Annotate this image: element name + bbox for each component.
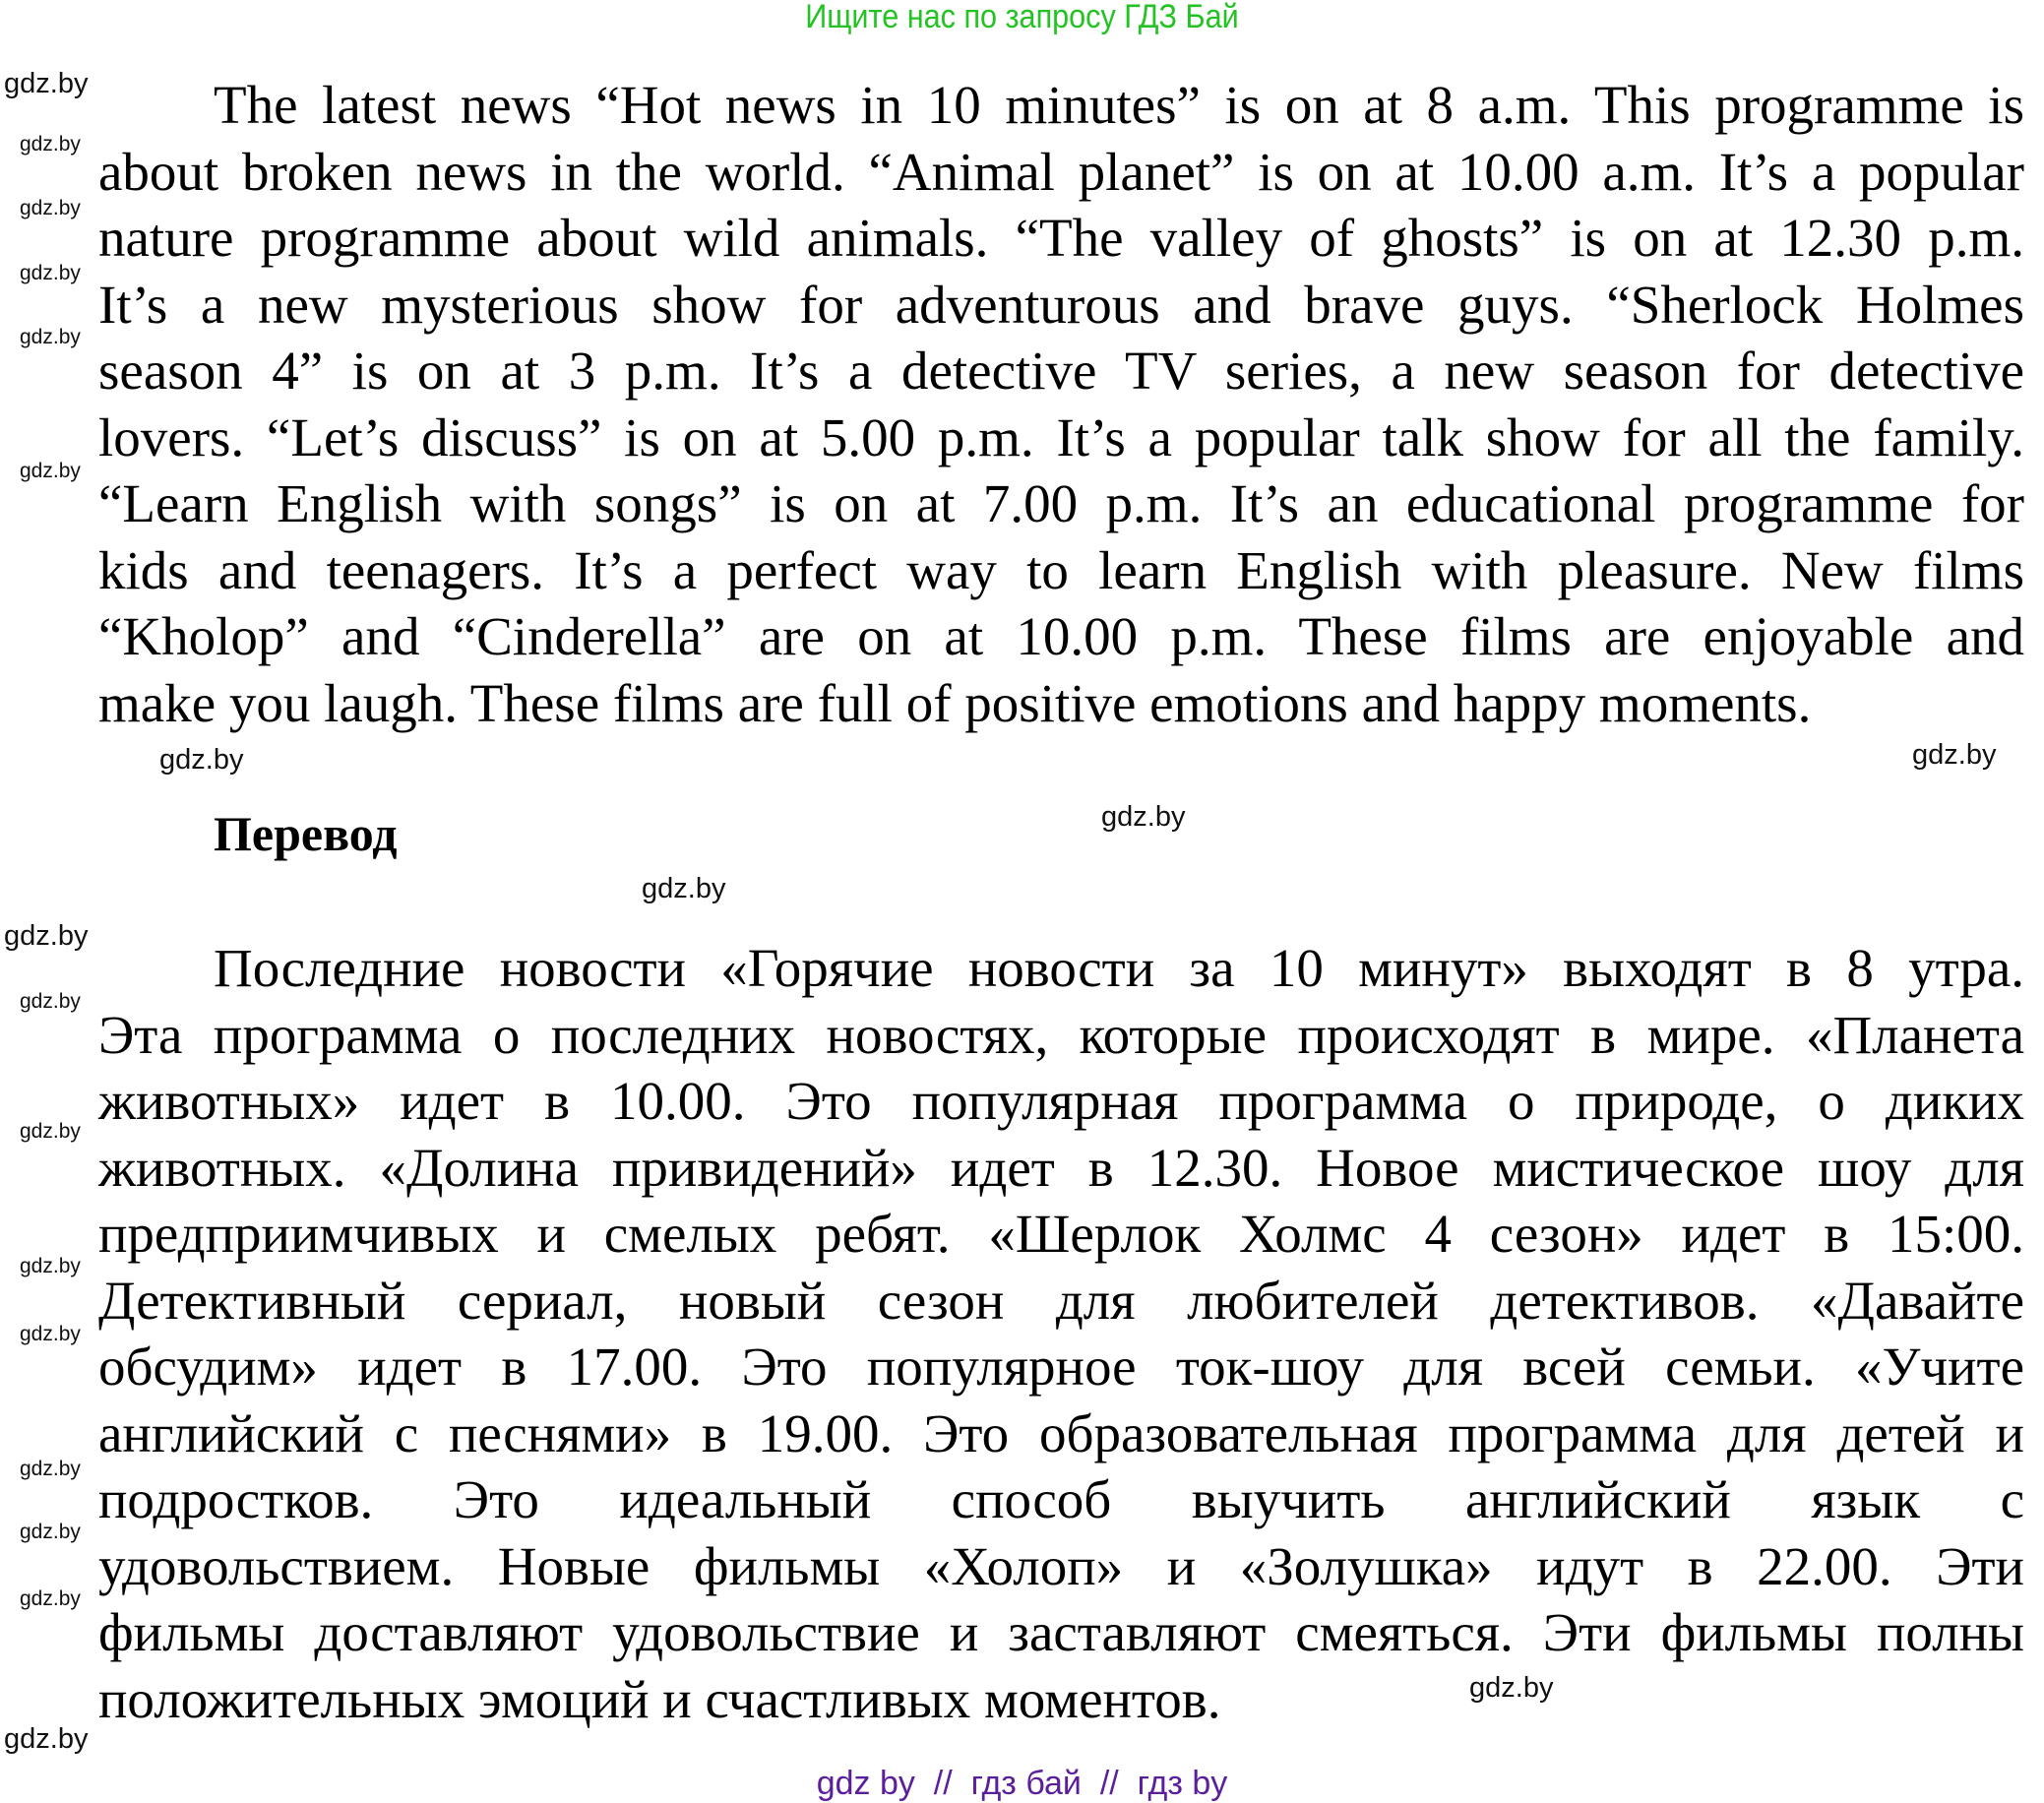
watermark: gdz.by: [20, 197, 81, 219]
text-line: “Learn English with songs” is on at 7.00 p.m. It’s an educational programme for: [98, 473, 2024, 533]
watermark: gdz.by: [642, 873, 726, 904]
text-line: “Kholop” and “Cinderella” are on at 10.00 p.m. These films are enjoyable and: [98, 606, 2024, 666]
translation-heading: Перевод: [214, 806, 398, 861]
text-line: положительных эмоций и счастливых моментов.: [98, 1668, 1221, 1729]
watermark: gdz.by: [20, 460, 81, 482]
watermark: gdz.by: [20, 133, 81, 155]
text-line: It’s a new mysterious show for adventurous and brave guys. “Sherlock Holmes: [98, 274, 2024, 335]
text-line: обсудим» идет в 17.00. Это популярное ток-шоу для всей семьи. «Учите: [98, 1337, 2024, 1397]
text-line: английский с песнями» в 19.00. Это образовательная программа для детей и: [98, 1402, 2024, 1463]
watermark: gdz.by: [20, 326, 81, 348]
english-paragraph: [98, 72, 2024, 736]
text-line: фильмы доставляют удовольствие и заставляют смеяться. Эти фильмы полны: [98, 1602, 2024, 1662]
text-line: животных» идет в 10.00. Это популярная программа о природе, о диких: [98, 1071, 2024, 1131]
footer-links: gdz by // гдз бай // гдз by: [816, 1765, 1228, 1802]
watermark: gdz.by: [1912, 739, 1997, 771]
watermark: gdz.by: [20, 1255, 81, 1277]
text-line: Последние новости «Горячие новости за 10 минут» выходят в 8 утра.: [214, 938, 2024, 998]
watermark: gdz.by: [4, 68, 89, 99]
text-line: животных. «Долина привидений» идет в 12.30. Новое мистическое шоу для: [98, 1137, 2024, 1198]
watermark: gdz.by: [20, 1323, 81, 1345]
watermark: gdz.by: [4, 920, 89, 952]
text-line: kids and teenagers. It’s a perfect way to learn English with pleasure. New films: [98, 539, 2024, 600]
watermark: gdz.by: [20, 1587, 81, 1610]
text-line: Детективный сериал, новый сезон для любителей детективов. «Давайте: [98, 1270, 2024, 1331]
russian-paragraph: [98, 935, 2024, 1732]
text-line: удовольствием. Новые фильмы «Холоп» и «Золушка» идут в 22.00. Эти: [98, 1535, 2024, 1596]
watermark: gdz.by: [20, 990, 81, 1013]
text-line: lovers. “Let’s discuss” is on at 5.00 p.m. It’s a popular talk show for all the family.: [98, 406, 2024, 467]
search-hint-header: Ищите нас по запросу ГДЗ Бай: [805, 0, 1239, 35]
text-line: nature programme about wild animals. “The valley of ghosts” is on at 12.30 p.m.: [98, 208, 2024, 268]
text-line: предприимчивых и смелых ребят. «Шерлок Холмс 4 сезон» идет в 15:00.: [98, 1204, 2024, 1264]
watermark: gdz.by: [4, 1723, 89, 1755]
watermark: gdz.by: [1101, 801, 1186, 833]
text-line: The latest news “Hot news in 10 minutes” is on at 8 a.m. This programme is: [214, 75, 2024, 135]
text-line: подростков. Это идеальный способ выучить английский язык с: [98, 1469, 2024, 1529]
text-line: season 4” is on at 3 p.m. It’s a detective TV series, a new season for detective: [98, 341, 2024, 401]
watermark: gdz.by: [1469, 1672, 1554, 1704]
watermark: gdz.by: [20, 1120, 81, 1143]
watermark: gdz.by: [20, 262, 81, 284]
text-line: about broken news in the world. “Animal planet” is on at 10.00 a.m. It’s a popular: [98, 141, 2024, 202]
text-line: make you laugh. These films are full of positive emotions and happy moments.: [98, 672, 1812, 733]
watermark: gdz.by: [20, 1521, 81, 1543]
watermark: gdz.by: [159, 744, 244, 776]
text-line: Эта программа о последних новостях, которые происходят в мире. «Планета: [98, 1004, 2024, 1065]
watermark: gdz.by: [20, 1458, 81, 1480]
